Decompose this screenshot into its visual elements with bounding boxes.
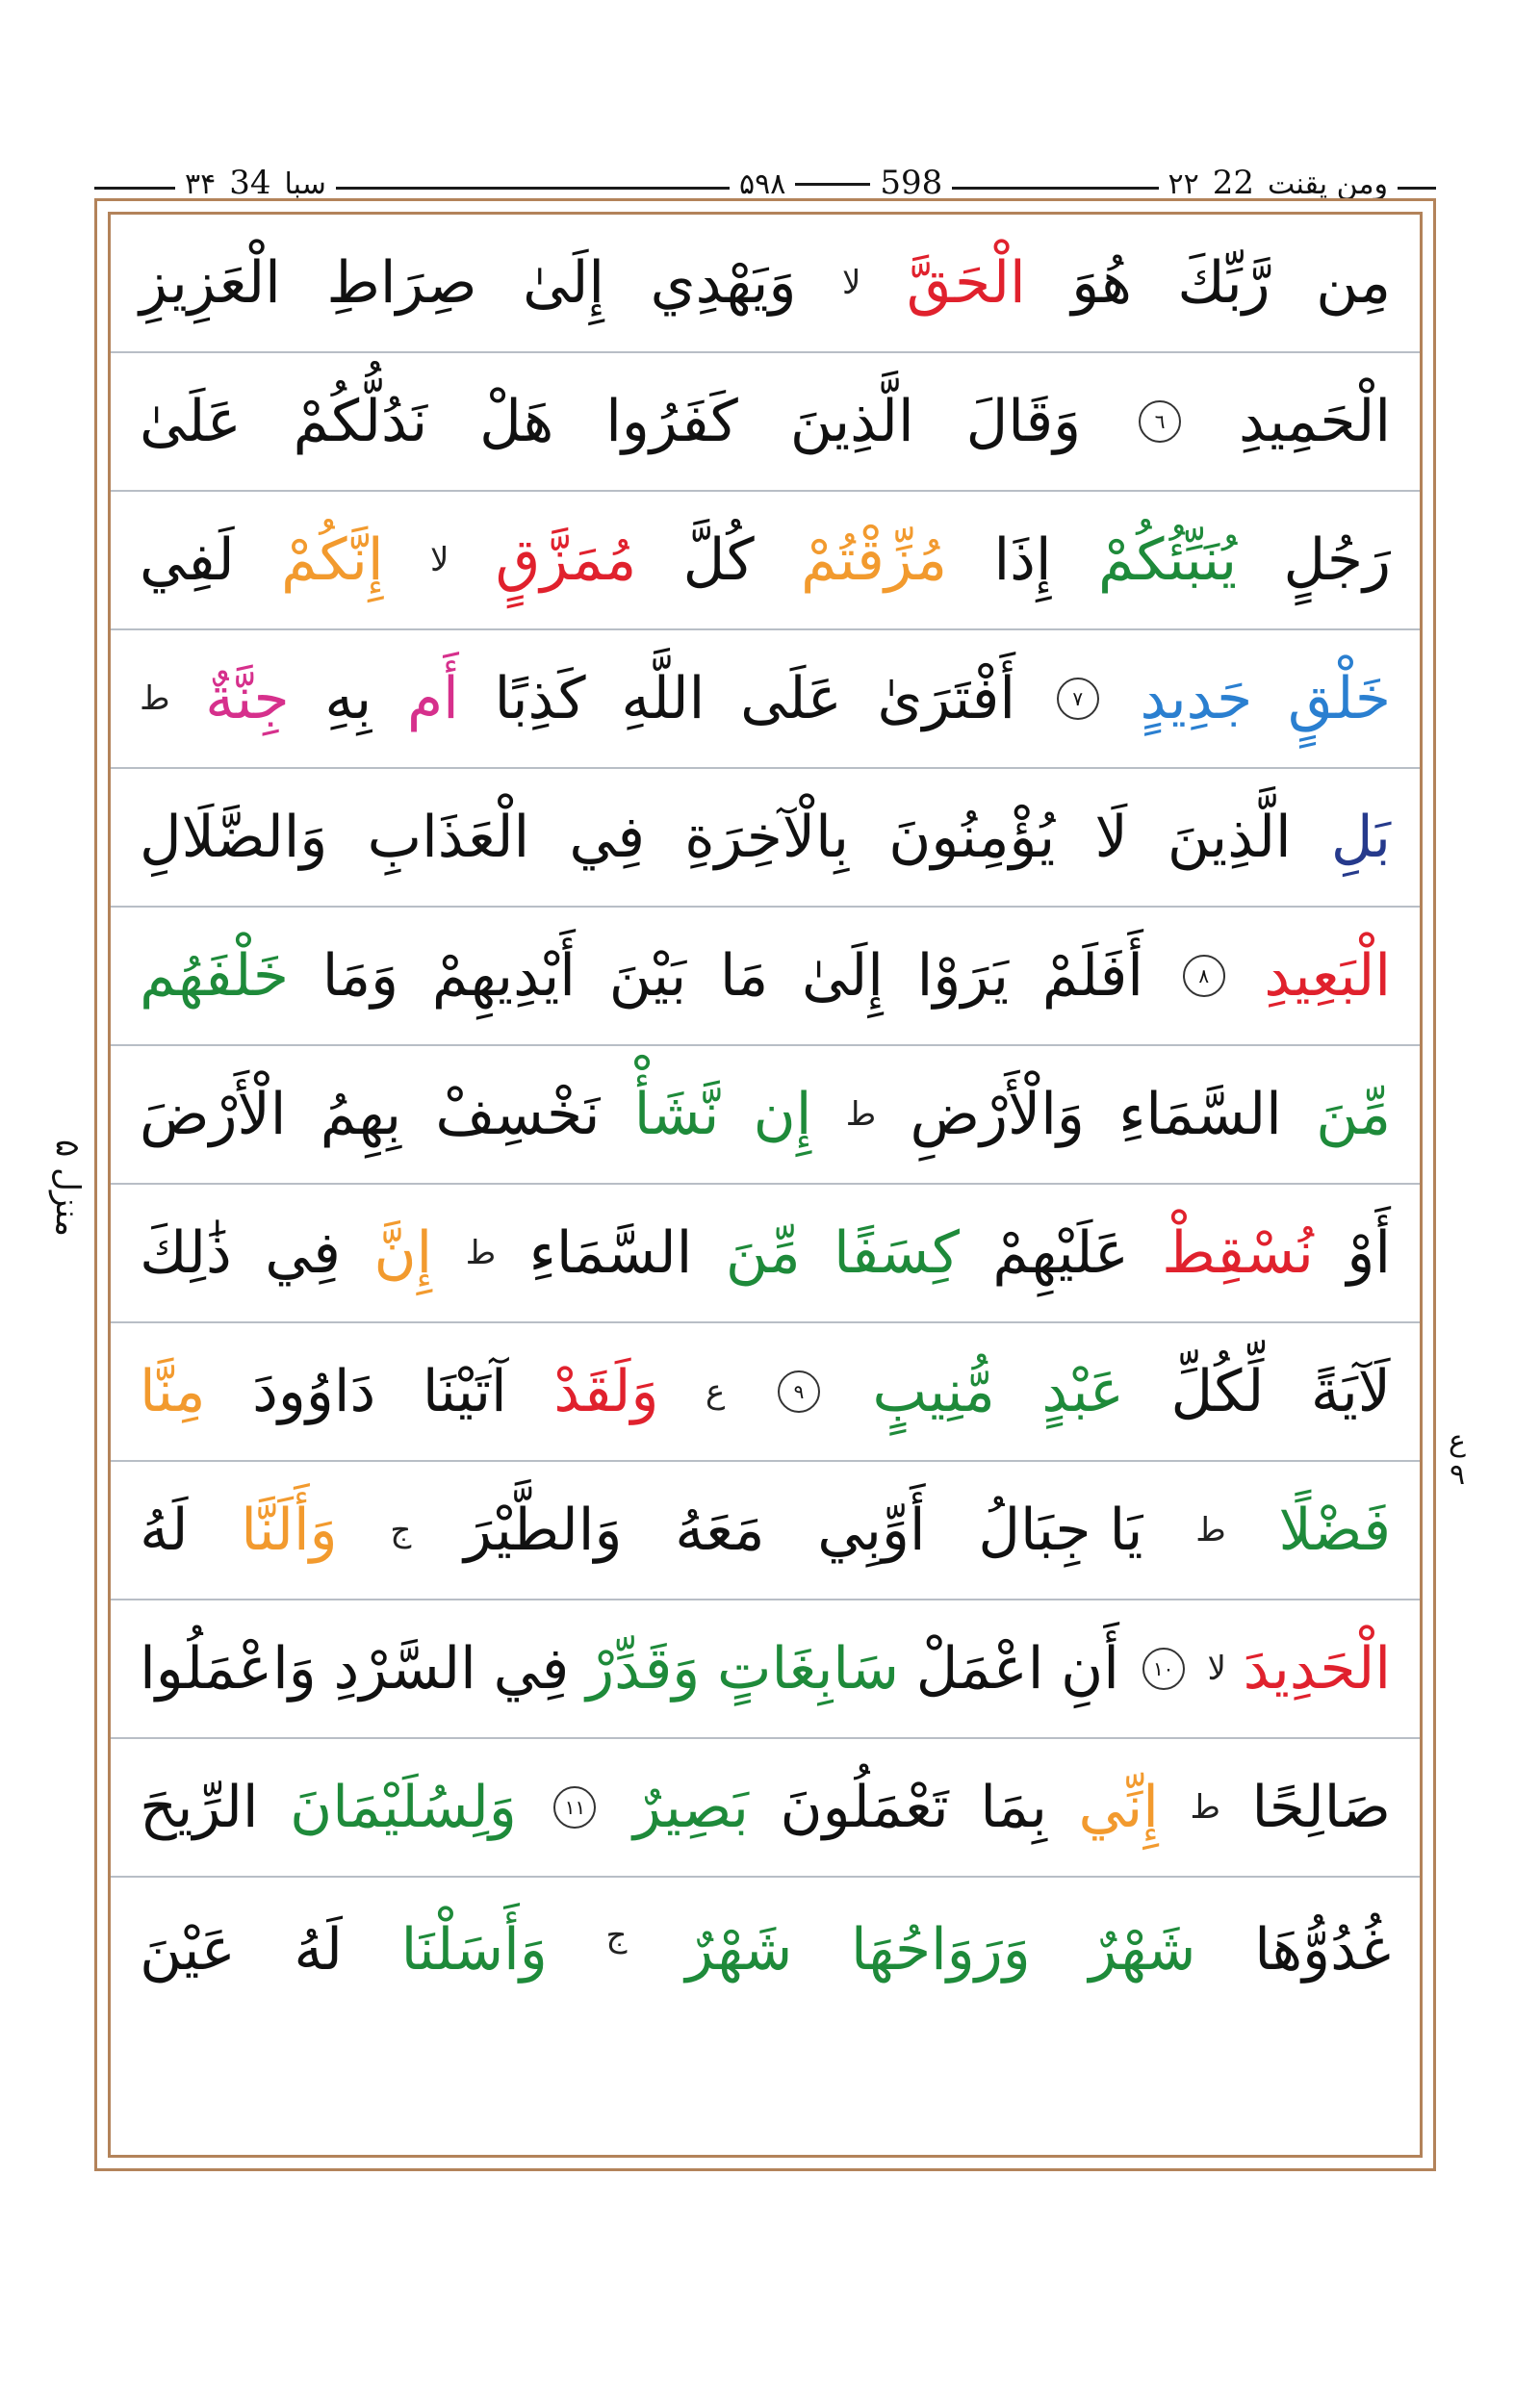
- word: نَخْسِفْ: [435, 1081, 601, 1148]
- text-line-4: [111, 630, 1420, 769]
- word: نَّشَأْ: [633, 1081, 720, 1148]
- word: الْعَزِيزِ: [140, 249, 281, 317]
- text-line-6: [111, 908, 1420, 1046]
- word: عَبْدٍ: [1041, 1358, 1124, 1425]
- text-line-8: [111, 1185, 1420, 1323]
- word: مَعَهُ: [675, 1497, 765, 1564]
- word: الْحَمِيدِ: [1239, 388, 1391, 455]
- word: أَيْدِيهِمْ: [431, 942, 576, 1010]
- word: مِّنَ: [725, 1219, 801, 1287]
- word: إِن: [753, 1081, 812, 1148]
- word: السَّمَاءِ: [528, 1219, 693, 1287]
- word: عَيْنَ: [140, 1916, 236, 1984]
- word: وَقَدِّرْ: [586, 1635, 701, 1703]
- word: تَعْمَلُونَ: [780, 1774, 949, 1841]
- word: وَأَسَلْنَا: [400, 1916, 548, 1984]
- surah-number-urdu: ۳۴: [185, 167, 217, 201]
- quran-text-block: [111, 215, 1420, 2155]
- word: إِلَىٰ: [802, 942, 884, 1010]
- word: السَّمَاءِ: [1118, 1081, 1282, 1148]
- waqf-mark: ط: [1190, 1788, 1220, 1827]
- text-line-13: [111, 1878, 1420, 2155]
- word: فَضْلًا: [1278, 1497, 1391, 1564]
- word: وَالضَّلَالِ: [140, 804, 328, 871]
- waqf-mark: ط: [465, 1234, 497, 1272]
- waqf-mark: ج: [605, 1916, 628, 1955]
- text-line-10: [111, 1462, 1420, 1600]
- word: أَفْتَرَىٰ: [877, 665, 1016, 732]
- text-line-11: [111, 1600, 1420, 1739]
- text-line-2: [111, 353, 1420, 492]
- word: مِّنَ: [1316, 1081, 1391, 1148]
- text-line-3: [111, 492, 1420, 630]
- word: عَلَى: [740, 665, 842, 732]
- text-line-5: [111, 769, 1420, 908]
- ayah-number-marker: ١٠: [1142, 1648, 1185, 1690]
- word: أَوِّبِي: [817, 1497, 926, 1564]
- word: وَالْأَرْضِ: [910, 1081, 1085, 1148]
- juz-number-urdu: ۲۲: [1168, 167, 1199, 201]
- word: لَهُ: [140, 1497, 189, 1564]
- word: آتَيْنَا: [422, 1358, 507, 1425]
- juz-number: 22: [1212, 164, 1255, 202]
- word: الَّذِينَ: [789, 388, 914, 455]
- waqf-mark: لا: [1207, 1650, 1226, 1688]
- word: فِي: [569, 804, 646, 871]
- word: الْحَقَّ: [906, 249, 1026, 317]
- word: كَفَرُوا: [605, 388, 738, 455]
- word: جِنَّةٌ: [205, 665, 290, 732]
- manzil-marker: منزل ۵: [48, 1139, 87, 1238]
- word: أَم: [407, 665, 459, 732]
- word: خَلْفَهُم: [140, 942, 290, 1010]
- word: بِالْآخِرَةِ: [684, 804, 850, 871]
- word: غُدُوُّهَا: [1254, 1916, 1391, 1984]
- ayah-number-marker: ٧: [1057, 678, 1099, 720]
- word: عَلَىٰ: [140, 388, 242, 455]
- word: إِنَّ: [373, 1219, 433, 1287]
- word: يَرَوْا: [916, 942, 1010, 1010]
- word: يُؤْمِنُونَ: [888, 804, 1056, 871]
- ruku-marker: [1438, 1424, 1476, 1521]
- word: أَوْ: [1347, 1219, 1391, 1287]
- word: دَاوُودَ: [252, 1358, 376, 1425]
- word: بِهِمُ: [320, 1081, 402, 1148]
- word: وَالطَّيْرَ: [464, 1497, 623, 1564]
- word: إِذَا: [993, 526, 1052, 594]
- word: أَنِ: [1061, 1635, 1119, 1703]
- surah-name: سبا: [284, 167, 326, 201]
- word: هُوَ: [1071, 249, 1132, 317]
- word: وَيَهْدِي: [650, 249, 797, 317]
- word: رَّبِّكَ: [1177, 249, 1270, 317]
- ayah-number-marker: ٦: [1139, 400, 1181, 443]
- word: لَا: [1094, 804, 1128, 871]
- word: كِسَفًا: [834, 1219, 960, 1287]
- word: لَفِي: [140, 526, 235, 594]
- word: اعْمَلْ: [915, 1635, 1044, 1703]
- word: نُسْقِطْ: [1162, 1219, 1314, 1287]
- text-line-9: [111, 1323, 1420, 1462]
- word: رَجُلٍ: [1283, 526, 1391, 594]
- word: وَمَا: [321, 942, 399, 1010]
- word: بَلِ: [1330, 804, 1391, 871]
- word: فِي: [493, 1635, 570, 1703]
- word: صَالِحًا: [1251, 1774, 1391, 1841]
- word: مُمَزَّقٍ: [495, 526, 637, 594]
- waqf-mark: لا: [429, 541, 449, 579]
- word: وَقَالَ: [965, 388, 1082, 455]
- ayah-number-marker: ١١: [553, 1786, 596, 1829]
- text-line-12: [111, 1739, 1420, 1878]
- word: وَأَلَنَّا: [241, 1497, 338, 1564]
- word: جَدِيدٍ: [1140, 665, 1253, 732]
- waqf-mark: ط: [1195, 1511, 1226, 1549]
- word: عَلَيْهِمْ: [992, 1219, 1129, 1287]
- word: الْأَرْضَ: [140, 1081, 287, 1148]
- word: اللَّهِ: [621, 665, 706, 732]
- word: كُلَّ: [682, 526, 755, 594]
- waqf-mark: لا: [841, 264, 861, 302]
- waqf-mark: ج: [390, 1511, 412, 1549]
- word: إِنِّي: [1078, 1774, 1159, 1841]
- word: هَلْ: [479, 388, 554, 455]
- page-number-urdu: ۵۹۸: [739, 167, 786, 201]
- word: وَلَقَدْ: [553, 1358, 659, 1425]
- word: مُّنِيبٍ: [872, 1358, 995, 1425]
- word: نَدُلُّكُمْ: [293, 388, 428, 455]
- word: بَيْنَ: [608, 942, 687, 1010]
- word: أَفَلَمْ: [1041, 942, 1143, 1010]
- word: لَهُ: [294, 1916, 343, 1984]
- ayah-number-marker: ٨: [1183, 955, 1225, 997]
- word: مُزِّقْتُمْ: [801, 526, 948, 594]
- waqf-mark: ط: [845, 1095, 877, 1134]
- word: سَابِغَاتٍ: [717, 1635, 899, 1703]
- word: مَا: [719, 942, 769, 1010]
- word: الْبَعِيدِ: [1264, 942, 1391, 1010]
- text-line-1: [111, 215, 1420, 353]
- word: خَلْقٍ: [1288, 665, 1391, 732]
- word: الْحَدِيدَ: [1243, 1635, 1391, 1703]
- ruku-mark: ع: [706, 1372, 726, 1411]
- word: الرِّيحَ: [140, 1774, 259, 1841]
- word: شَهْرٌ: [685, 1916, 793, 1984]
- word: لَآيَةً: [1310, 1358, 1391, 1425]
- word: وَاعْمَلُوا: [140, 1635, 317, 1703]
- word: إِنَّكُمْ: [281, 526, 384, 594]
- page-number: 598: [880, 164, 943, 202]
- word: صِرَاطِ: [326, 249, 477, 317]
- waqf-mark: ط: [140, 679, 170, 718]
- word: بَصِيرٌ: [633, 1774, 749, 1841]
- word: السَّرْدِ: [333, 1635, 476, 1703]
- word: كَذِبًا: [494, 665, 586, 732]
- word: لِّكُلِّ: [1170, 1358, 1265, 1425]
- word: شَهْرٌ: [1089, 1916, 1196, 1984]
- word: بِهِ: [324, 665, 372, 732]
- ayah-number-marker: ٩: [778, 1370, 820, 1413]
- juz-name: ومن يقنت: [1268, 167, 1388, 201]
- word: الَّذِينَ: [1167, 804, 1292, 871]
- text-line-7: [111, 1046, 1420, 1185]
- word: يَا جِبَالُ: [978, 1497, 1143, 1564]
- word: مِنَّا: [140, 1358, 206, 1425]
- word: وَرَوَاحُهَا: [851, 1916, 1031, 1984]
- surah-number: 34: [229, 164, 271, 202]
- word: وَلِسُلَيْمَانَ: [290, 1774, 517, 1841]
- word: بِمَا: [980, 1774, 1047, 1841]
- word: الْعَذَابِ: [367, 804, 530, 871]
- word: فِي: [265, 1219, 341, 1287]
- word: ذَٰلِكَ: [140, 1219, 232, 1287]
- word: يُنَبِّئُكُمْ: [1097, 526, 1238, 594]
- ruku-number: ۹: [1449, 1458, 1466, 1492]
- word: إِلَىٰ: [523, 249, 605, 317]
- ruku-letter: ع: [1449, 1424, 1466, 1458]
- word: مِن: [1316, 249, 1391, 317]
